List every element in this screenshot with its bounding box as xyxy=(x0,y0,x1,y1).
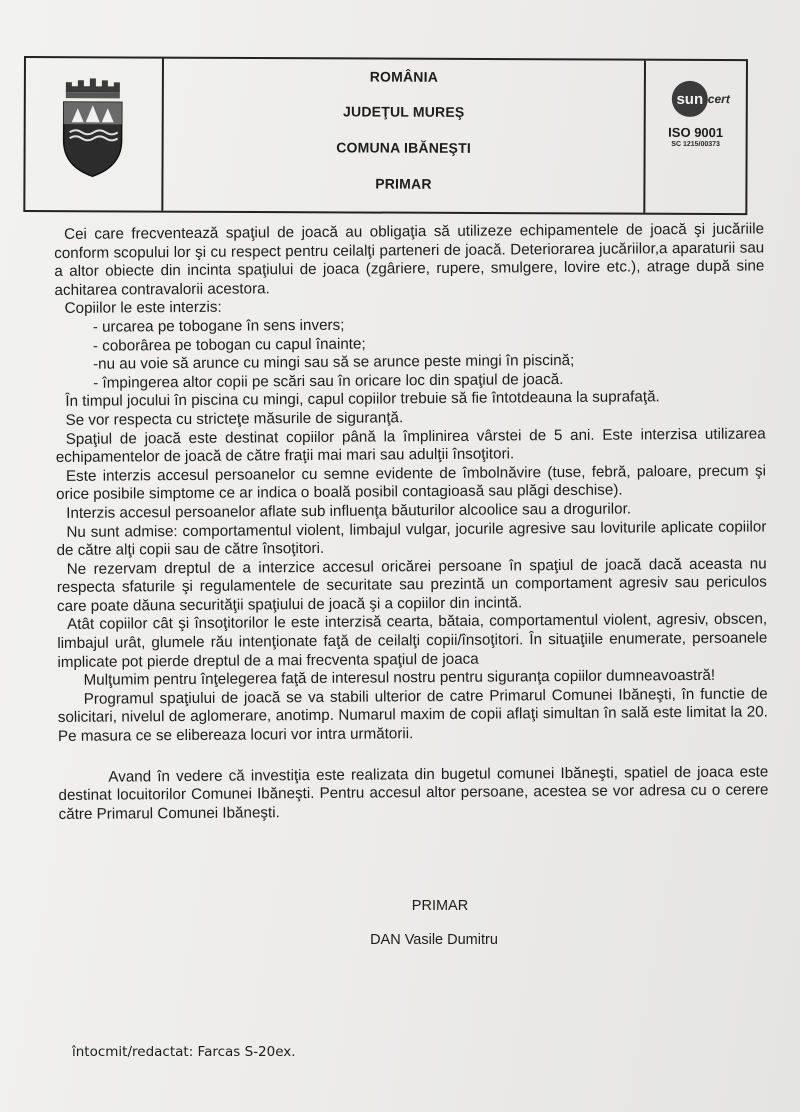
paragraph-conflicts: Atât copiilor cât şi însoţitorilor le este interzisă cearta, bătaia, comportamentul violent, agresiv, obscen, limbajul urât, glumele rău intenţionate faţă de ceilalţi copii/însoţitori. În situaţiile enumerate, persoanele implicate pot pierde dreptul de a mai frecventa spaţiul de joaca xyxy=(57,610,768,671)
paragraph-safety: Se vor respecta cu stricteţe măsurile de siguranţă. xyxy=(65,409,404,429)
cert-word-text: cert xyxy=(707,91,730,107)
paragraph-ball-pool: În timpul jocului în piscina cu mingi, capul copiilor trebuie să fie întotdeauna la suprafaţă. xyxy=(65,388,660,411)
letterhead-title xyxy=(163,59,644,213)
paragraph-obligations: Cei care frecventează spaţiul de joacă au obligaţia să utilizeze echipamentele de joacă şi jucăriile conform scopului lor şi cu respect pentru ceilalţi parteneri de joacă. Deteriorarea jucăriilor,a aparaturii sau a altor obiecte din incinta spaţiului de joaca (zgâriere, rupere, smulgere, lovire etc.), atrage după sine achitarea contravalorii acestora. xyxy=(54,220,765,299)
paragraph-schedule: Programul spaţiului de joacă se va stabili ulterior de catre Primarul Comunei Ibăneşti, în functie de solicitari, nivelul de aglomerare, anotimp. Numarul maxim de copii aflaţi simultan în sală este limitat la 20. Pe masura ce se elibereaza locuri vor intra următorii. xyxy=(57,685,768,746)
letterhead-table xyxy=(23,56,748,215)
list-item: - împingerea altor copii pe scări sau în oricare loc din spaţiul de joacă. xyxy=(93,370,564,392)
iso-label: ISO 9001 xyxy=(668,124,724,141)
header-county: JUDEŢUL MUREŞ xyxy=(343,103,465,120)
paragraph-right-of-refusal: Ne rezervam dreptul de a interzice accesul oricărei persoane în spaţiul de joacă dacă aceasta nu respecta sfaturile şi regulamentele de securitate sau prezintă un comportament agresiv sau periculos care poate dăuna securităţii spaţiului de joacă şi a copiilor din incintă. xyxy=(56,555,767,615)
list-item: - coborârea pe tobogan cu capul înainte; xyxy=(92,335,366,355)
paragraph-prohibited-intro: Copiilor le este interzis: xyxy=(64,299,222,318)
paragraph-thanks: Mulţumim pentru înţelegerea faţă de interesul nostru pentru siguranţa copiilor dumneavoastră! xyxy=(83,667,716,690)
paragraph-behaviour: Nu sunt admise: comportamentul violent, limbajul vulgar, jocurile agresive sau loviturile aplicate copiilor de către alţi copii sau de către însoţitori. xyxy=(56,517,767,560)
crest-cell xyxy=(25,58,164,211)
regulation-text xyxy=(54,220,769,824)
header-commune: COMUNA IBĂNEŞTI xyxy=(336,139,471,156)
header-country: ROMÂNIA xyxy=(369,68,439,85)
iso-code: SC 1215/00373 xyxy=(671,140,720,149)
coat-of-arms-icon xyxy=(55,78,125,178)
signature-name: DAN Vasile Dumitru xyxy=(370,932,498,948)
list-item: -nu au voie să arunce cu mingi sau să se arunce peste mingi în piscină; xyxy=(93,352,575,373)
certification-cell xyxy=(643,61,746,213)
header-office: PRIMAR xyxy=(375,175,432,192)
paragraph-investment: Avand în vedere că investiţia este realizata din bugetul comunei Ibăneşti, spatiel de joaca este destinat locuitorilor Comunei Ibăneşti. Pentru accesul altor persoane, acestea se vor adresa cu o cerere către Primarul Comunei Ibăneşti. xyxy=(58,763,769,823)
paragraph-age-limit: Spaţiul de joacă este destinat copiilor până la împlinirea vârstei de 5 ani. Este interzisa utilizarea echipamentelor de joacă de către fraţii mai mari sau adulţii însoţitori. xyxy=(55,424,766,467)
list-item: - urcarea pe tobogane în sens invers; xyxy=(92,316,345,336)
paragraph-illness: Este interzis accesul persoanelor cu semne evidente de îmbolnăvire (tuse, febră, paloare, precum şi orice posibile simptome ce ar indica o boală posibil contagioasă sau plăgi deschise). xyxy=(56,462,767,504)
footer-drafted-by: întocmit/redactat: Farcas S-20ex. xyxy=(72,1044,296,1060)
paragraph-alcohol: Interzis accesul persoanelor aflate sub influenţa băuturilor alcoolice sau a drogurilor. xyxy=(66,500,632,522)
suncert-logo-icon xyxy=(666,79,746,119)
cert-sun-text: sun xyxy=(676,90,704,108)
signature-title: PRIMAR xyxy=(411,898,469,914)
